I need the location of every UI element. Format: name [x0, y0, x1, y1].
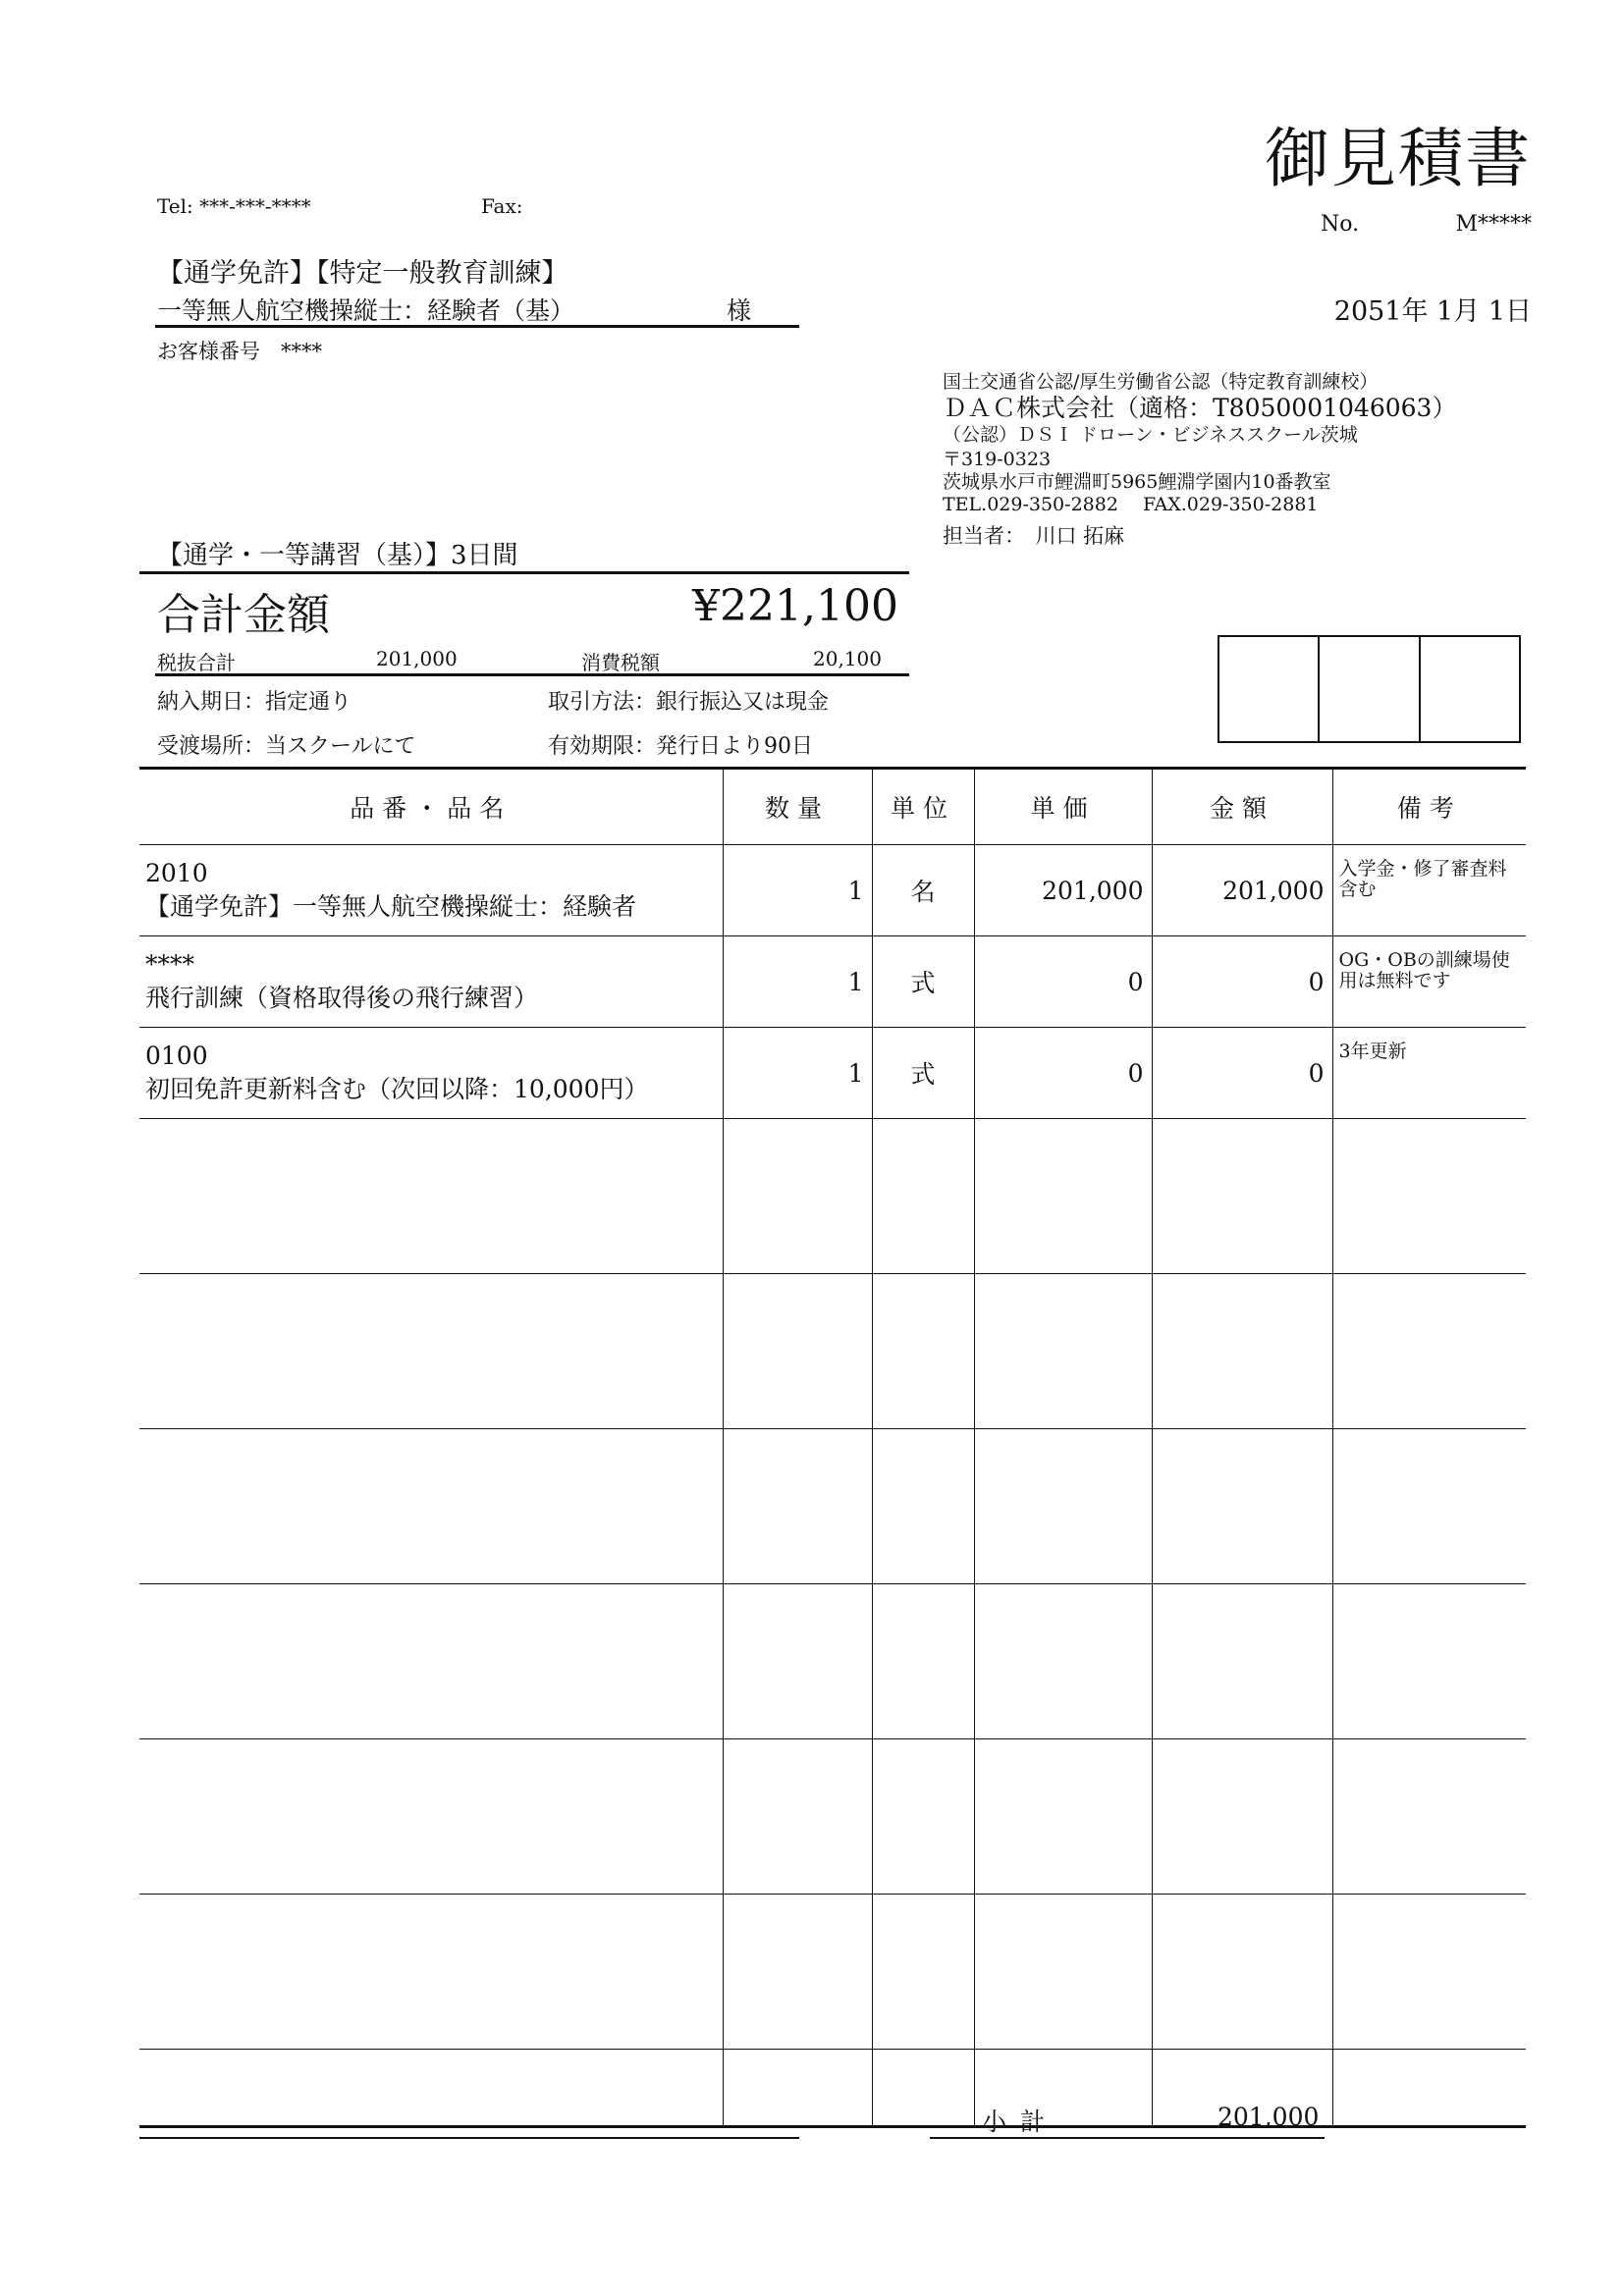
issuer-address: 茨城県水戸市鯉淵町5965鯉淵学園内10番教室: [943, 471, 1331, 493]
header-amount: 金額: [1152, 769, 1332, 845]
item-code: 2010: [145, 859, 208, 887]
doc-number-label: No.: [1321, 212, 1360, 237]
item-amount: 0: [1152, 936, 1332, 1028]
delivery-place: 受渡場所：当スクールにて: [157, 734, 416, 759]
item-name: 【通学免許】一等無人航空機操縦士：経験者: [145, 892, 637, 921]
table-row-empty: [139, 1584, 1526, 1739]
item-name: 飛行訓練（資格取得後の飛行練習）: [145, 984, 539, 1012]
issuer-school: （公認）ＤＳＩ ドローン・ビジネススクール茨城: [943, 424, 1358, 446]
item-quantity: 1: [723, 1028, 872, 1119]
tax-underline: [155, 673, 909, 676]
customer-honorific: 様: [727, 296, 752, 325]
pretax-value: 201,000: [376, 647, 458, 670]
item-code: ****: [145, 950, 194, 979]
issuer-staff: 担当者： 川口 拓麻: [943, 524, 1125, 548]
tel-number: Tel: ***-***-****: [157, 194, 311, 218]
customer-course: 【通学免許】【特定一般教育訓練】: [157, 258, 568, 289]
subtotal-value: 201,000: [1218, 2103, 1320, 2131]
issuer-company: ＤＡＣ株式会社（適格：T8050001046063）: [943, 394, 1457, 422]
item-cell: [139, 845, 723, 936]
header-unit: 単位: [872, 769, 974, 845]
footer-rule-left: [139, 2137, 799, 2139]
item-note: 3年更新: [1332, 1028, 1526, 1119]
item-cell: [139, 1028, 723, 1119]
customer-number: お客様番号 ****: [157, 340, 322, 363]
pretax-label: 税抜合計: [157, 651, 236, 674]
subtotal-underline: [930, 2137, 1325, 2139]
tax-label: 消費税額: [581, 651, 660, 674]
customer-name: 一等無人航空機操縦士：経験者（基）: [157, 296, 575, 325]
total-label: 合計金額: [157, 590, 330, 640]
delivery-date: 納入期日：指定通り: [157, 690, 352, 715]
table-row-empty: [139, 1429, 1526, 1584]
item-quantity: 1: [723, 936, 872, 1028]
header-unit-price: 単価: [974, 769, 1152, 845]
item-unit-price: 0: [974, 1028, 1152, 1119]
table-header-row: [139, 769, 1526, 845]
items-table: [139, 767, 1526, 2128]
item-unit: 式: [872, 936, 974, 1028]
item-note: OG・OBの訓練場使用は無料です: [1332, 936, 1526, 1028]
quote-subject: 【通学・一等講習（基）】3日間: [157, 541, 518, 570]
tax-value: 20,100: [813, 647, 882, 670]
item-code: 0100: [145, 1041, 208, 1070]
table-row-empty: [139, 1119, 1526, 1274]
stamp-box: [1421, 637, 1519, 741]
item-name: 初回免許更新料含む（次回以降：10,000円）: [145, 1075, 649, 1103]
item-unit-price: 0: [974, 936, 1152, 1028]
approval-stamp-boxes: [1218, 635, 1521, 743]
table-row: [139, 936, 1526, 1028]
header-item-name: 品番・品名: [139, 769, 723, 845]
payment-method: 取引方法：銀行振込又は現金: [548, 690, 830, 715]
validity-period: 有効期限：発行日より90日: [548, 734, 813, 759]
stamp-box: [1219, 637, 1320, 741]
table-row-empty: [139, 1895, 1526, 2050]
item-unit: 名: [872, 845, 974, 936]
item-unit: 式: [872, 1028, 974, 1119]
table-row-empty: [139, 1739, 1526, 1895]
table-row: [139, 1028, 1526, 1119]
issue-date: 2051年 1月 1日: [1333, 296, 1532, 327]
subject-underline: [139, 571, 909, 574]
item-unit-price: 201,000: [974, 845, 1152, 936]
table-row: [139, 845, 1526, 936]
subtotal-label: 小計: [982, 2108, 1059, 2136]
document-title: 御見積書: [1265, 121, 1532, 196]
item-quantity: 1: [723, 845, 872, 936]
header-quantity: 数量: [723, 769, 872, 845]
item-cell: [139, 936, 723, 1028]
issuer-phone: TEL.029-350-2882 FAX.029-350-2881: [943, 494, 1319, 515]
total-value: ¥221,100: [692, 581, 898, 631]
stamp-box: [1320, 637, 1420, 741]
issuer-accreditation: 国土交通省公認/厚生労働省公認（特定教育訓練校）: [943, 371, 1379, 393]
header-note: 備考: [1332, 769, 1526, 845]
doc-number-value: M*****: [1455, 212, 1532, 237]
fax-number: Fax:: [481, 194, 523, 218]
item-note: 入学金・修了審査料含む: [1332, 845, 1526, 936]
item-amount: 0: [1152, 1028, 1332, 1119]
customer-underline: [155, 325, 799, 328]
table-row-empty: [139, 1274, 1526, 1429]
issuer-postal: 〒319-0323: [943, 449, 1052, 470]
item-amount: 201,000: [1152, 845, 1332, 936]
